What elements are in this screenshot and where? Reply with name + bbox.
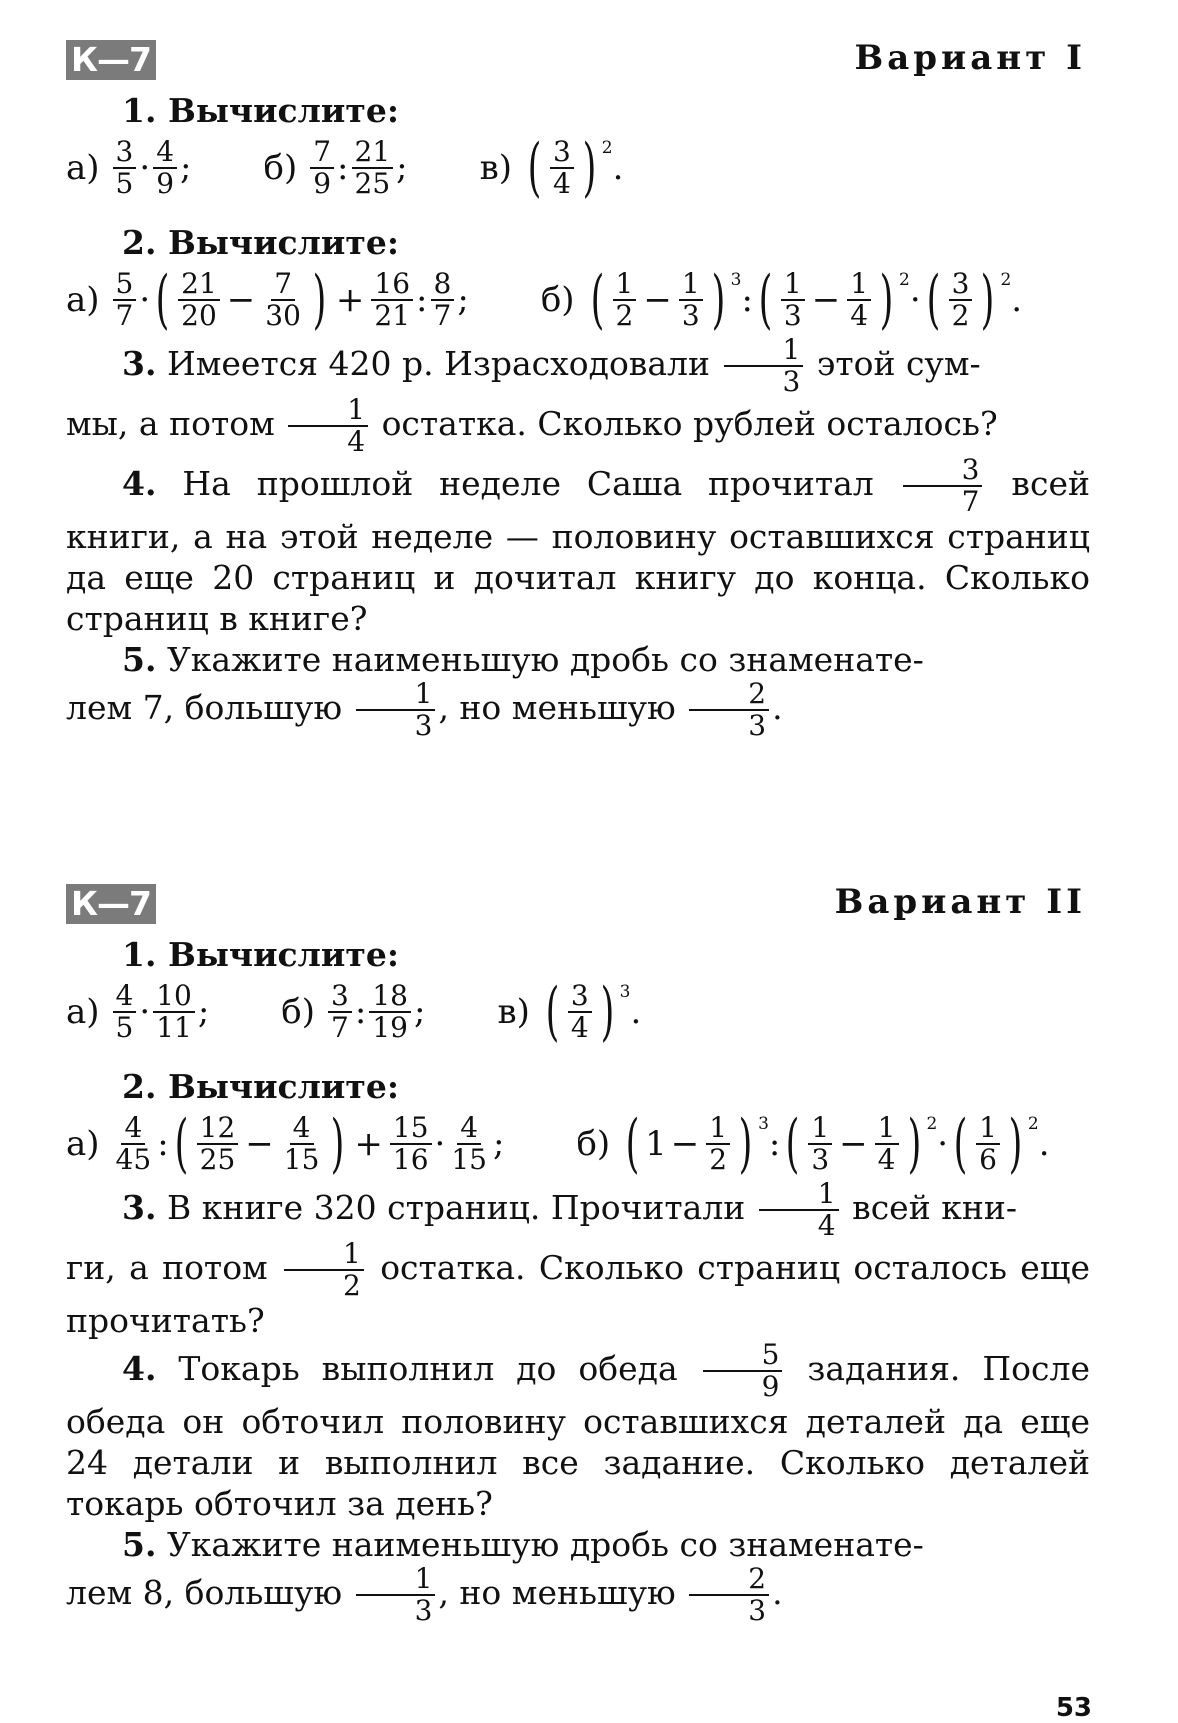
variant-title: Вариант II [834, 882, 1086, 922]
task-1b: б) 3 7 : 18 19 ; [281, 979, 426, 1044]
test-badge: К—7 [66, 884, 156, 924]
task-2-heading: 2. Вычислите: [122, 1067, 400, 1106]
variant-title: Вариант I [854, 38, 1086, 78]
task-1c: в) ( 3 4 ) 2 . [479, 131, 624, 205]
task-2a: а) 5 7 · ( 21 20 − $\frac{7}{30}$ ) + $\frac{16}{21}$ : 8 7 ; [66, 263, 469, 337]
task-5: 5. Укажите наименьшую дробь со знаменате- лем 7, большую $\frac{1}{3}$ , но меньшую $\frac{2}{3}$ . [66, 640, 924, 742]
task-4: 4. На прошлой неделе Саша прочитал $\frac{3}{7}$ всей книги, а на этой неделе — половину оставшихся страниц да еще 20 страниц и дочитал книгу до конца. Сколько страниц в книге? [66, 453, 1090, 638]
task-3: 3. В книге 320 страниц. Прочитали $\frac{1}{4}$ всей кни- ги, а потом $\frac{1}{2}$ остатка. Сколько страниц осталось еще прочитать? [66, 1177, 1090, 1340]
task-2-heading: 2. Вычислите: [122, 223, 400, 262]
task-2-expressions [66, 264, 1090, 336]
variant-2 [66, 878, 1090, 1625]
task-1-expressions [66, 132, 1090, 204]
task-2b: б) ( 1 2 − $\frac{1}{3}$ ) 3 : ( 1 3 − $\frac{1}{4}$ ) 2 · ( 3 2 ) 2 . [540, 263, 1023, 337]
task-2b: б) ( 1 − $\frac{1}{2}$ ) 3 : ( 1 3 − $\frac{1}{4}$ ) 2 · ( 1 6 ) 2 . [576, 1107, 1050, 1181]
task-1a: а) 4 5 · 10 11 ; [66, 979, 210, 1044]
task-1a: а) 3 5 · 4 9 ; [66, 135, 192, 200]
variant-header [66, 34, 1090, 90]
task-1c: в) ( 3 4 ) 3 . [497, 975, 642, 1049]
task-4: 4. Токарь выполнил до обеда $\frac{5}{9}$ задания. После обеда он обточил половину оставшихся деталей да еще 24 детали и выполнил все задание. Сколько деталей токарь обточил за день? [66, 1338, 1090, 1523]
variant-1 [66, 34, 1090, 740]
task-3: 3. Имеется 420 р. Израсходовали $\frac{1}{3}$ этой сум- мы, а потом $\frac{1}{4}$ остатка. Сколько рублей осталось? [66, 333, 998, 458]
variant-header [66, 878, 1090, 934]
task-1-heading: 1. Вычислите: [122, 935, 400, 974]
task-1-expressions [66, 976, 1090, 1048]
task-2a: а) 4 45 : ( 12 25 − $\frac{4}{15}$ ) + $\frac{15}{16}$ · 4 15 ; [66, 1107, 505, 1181]
test-badge: К—7 [66, 40, 156, 80]
task-1-heading: 1. Вычислите: [122, 91, 400, 130]
task-5: 5. Укажите наименьшую дробь со знаменате- лем 8, большую $\frac{1}{3}$ , но меньшую $\frac{2}{3}$ . [66, 1525, 924, 1627]
page-number: 53 [1055, 1693, 1092, 1723]
task-2-expressions [66, 1108, 1090, 1180]
task-1b: б) 7 9 : 21 25 ; [263, 135, 408, 200]
